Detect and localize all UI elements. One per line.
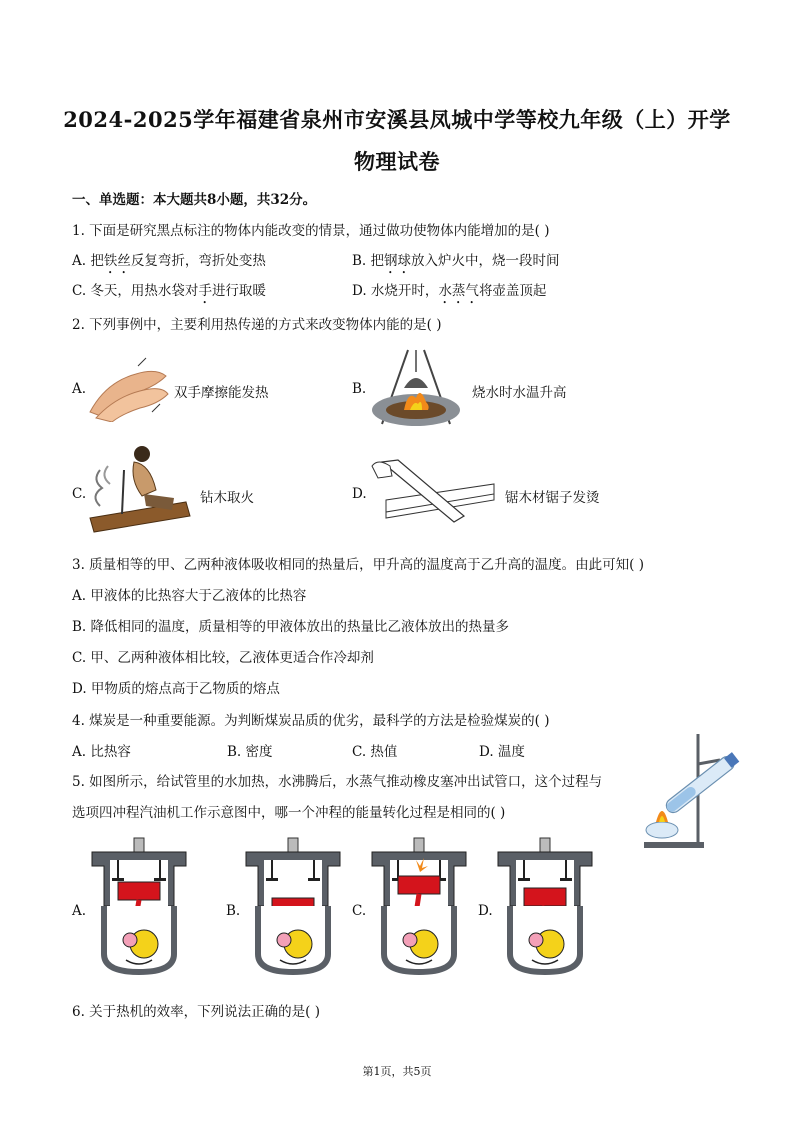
q2-option-a-label: A. — [72, 381, 87, 397]
q3-option-a: A. 甲液体的比热容大于乙液体的比热容 — [72, 588, 307, 604]
q2-option-a-caption: 双手摩擦能发热 — [174, 385, 269, 401]
q1-stem: 1. 下面是研究黑点标注的物体内能改变的情景，通过做功使物体内能增加的是( ) — [72, 223, 550, 239]
q4-option-c: C. 热值 — [352, 744, 398, 760]
q3-option-c: C. 甲、乙两种液体相比较，乙液体更适合作冷却剂 — [72, 650, 374, 666]
engine-stroke-c-figure — [366, 836, 474, 976]
title-line-2: 物理试卷 — [354, 149, 440, 174]
q3-option-d: D. 甲物质的熔点高于乙物质的熔点 — [72, 681, 280, 697]
q4-stem: 4. 煤炭是一种重要能源。为判断煤炭品质的优劣，最科学的方法是检验煤炭的( ) — [72, 713, 550, 729]
q2-option-d-caption: 锯木材锯子发烫 — [505, 490, 600, 506]
campfire-kettle-figure — [368, 346, 464, 432]
q1-option-a: A. 把铁丝反复弯折，弯折处变热 — [72, 253, 266, 269]
q2-option-b-caption: 烧水时水温升高 — [472, 385, 567, 401]
q5-option-b-label: B. — [226, 903, 241, 919]
q4-option-a: A. 比热容 — [72, 744, 131, 760]
q3-option-b: B. 降低相同的温度，质量相等的甲液体放出的热量比乙液体放出的热量多 — [72, 619, 510, 635]
drilling-wood-figure — [86, 440, 194, 536]
q2-option-c-caption: 钻木取火 — [200, 490, 254, 506]
q2-stem: 2. 下列事例中，主要利用热传递的方式来改变物体内能的是( ) — [72, 317, 442, 333]
q1-option-b: B. 把钢球放入炉火中，烧一段时间 — [352, 253, 560, 269]
title-line-1: 2024-2025学年福建省泉州市安溪县凤城中学等校九年级（上）开学 — [63, 107, 731, 132]
q1-option-d: D. 水烧开时，水蒸气将壶盖顶起 — [352, 283, 547, 299]
q5-option-a-label: A. — [72, 903, 87, 919]
sawing-wood-figure — [368, 456, 498, 526]
q5-option-d-label: D. — [478, 903, 493, 919]
q3-stem: 3. 质量相等的甲、乙两种液体吸收相同的热量后，甲升高的温度高于乙升高的温度。由此可知( ) — [72, 557, 644, 573]
q5-option-c-label: C. — [352, 903, 367, 919]
engine-stroke-d-figure — [492, 836, 600, 976]
hands-rubbing-figure — [86, 352, 170, 422]
page-footer: 第1页，共5页 — [362, 1065, 432, 1078]
engine-stroke-b-figure — [240, 836, 348, 976]
q1-option-c: C. 冬天，用热水袋对手进行取暖 — [72, 283, 266, 299]
test-tube-apparatus-figure — [640, 730, 750, 852]
q6-stem: 6. 关于热机的效率，下列说法正确的是( ) — [72, 1004, 320, 1020]
q2-option-d-label: D. — [352, 486, 367, 502]
q4-option-d: D. 温度 — [479, 744, 525, 760]
q5-stem-line-2: 选项四冲程汽油机工作示意图中，哪一个冲程的能量转化过程是相同的( ) — [72, 805, 506, 821]
q2-option-b-label: B. — [352, 381, 367, 397]
section-heading: 一、单选题：本大题共8小题，共32分。 — [72, 192, 317, 208]
q5-stem-line-1: 5. 如图所示，给试管里的水加热，水沸腾后，水蒸气推动橡皮塞冲出试管口，这个过程与 — [72, 774, 603, 790]
q2-option-c-label: C. — [72, 486, 87, 502]
engine-stroke-a-figure — [86, 836, 194, 976]
q4-option-b: B. 密度 — [227, 744, 273, 760]
